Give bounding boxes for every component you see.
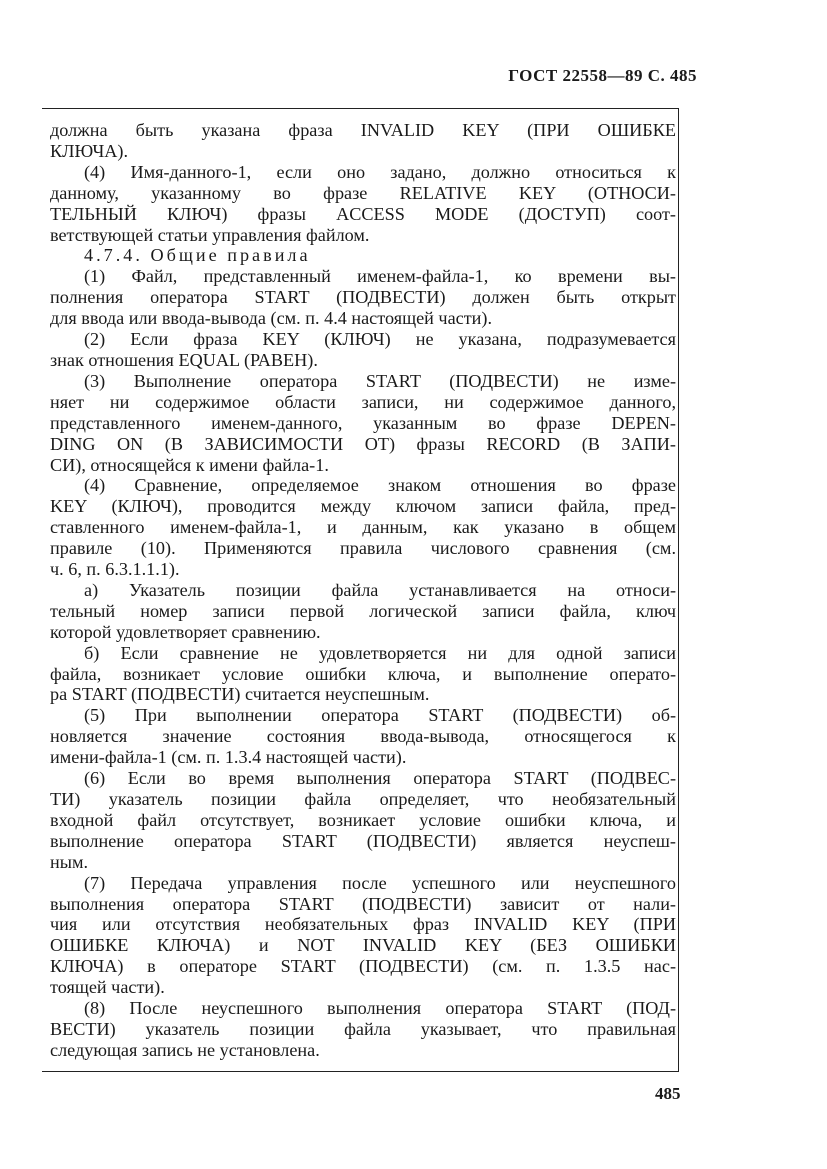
text-line: представленного именем-данного, указанным во фразе DEPEN- bbox=[50, 412, 676, 433]
text-line: КЛЮЧА). bbox=[50, 140, 129, 161]
text-line: новляется значение состояния ввода-вывода, относящегося к bbox=[50, 726, 676, 747]
text-line: няет ни содержимое области записи, ни содержимое данного, bbox=[50, 391, 676, 412]
text-line: ветствующей статьи управления файлом. bbox=[50, 224, 370, 245]
text-line: правиле (10). Применяются правила числового сравнения (см. bbox=[50, 538, 676, 559]
text-line: DING ON (В ЗАВИСИМОСТИ ОТ) фразы RECORD (В ЗАПИ- bbox=[50, 433, 676, 454]
text-line: (4) Имя-данного-1, если оно задано, должно относиться к bbox=[84, 161, 676, 182]
text-line: б) Если сравнение не удовлетворяется ни для одной записи bbox=[84, 642, 676, 663]
text-line: СИ), относящейся к имени файла-1. bbox=[50, 454, 329, 475]
text-line: (5) При выполнении оператора START (ПОДВЕСТИ) об- bbox=[84, 705, 676, 726]
text-line: для ввода или ввода-вывода (см. п. 4.4 настоящей части). bbox=[50, 308, 493, 329]
text-line: выполнение оператора START (ПОДВЕСТИ) является неуспеш- bbox=[50, 830, 676, 851]
text-line: файла, возникает условие ошибки ключа, и выполнение операто- bbox=[50, 663, 676, 684]
text-line: KEY (КЛЮЧ), проводится между ключом записи файла, пред- bbox=[50, 496, 676, 517]
text-line: (3) Выполнение оператора START (ПОДВЕСТИ) не изме- bbox=[84, 370, 676, 391]
text-line: (6) Если во время выполнения оператора START (ПОДВЕС- bbox=[84, 768, 676, 789]
text-line: (4) Сравнение, определяемое знаком отношения во фразе bbox=[84, 475, 676, 496]
text-line: которой удовлетворяет сравнению. bbox=[50, 621, 321, 642]
text-line: выполнения оператора START (ПОДВЕСТИ) зависит от нали- bbox=[50, 893, 676, 914]
text-line: входной файл отсутствует, возникает условие ошибки ключа, и bbox=[50, 809, 676, 830]
text-line: тоящей части). bbox=[50, 977, 165, 998]
text-line: данному, указанному во фразе RELATIVE KEY (ОТНОСИ- bbox=[50, 182, 676, 203]
text-line: (2) Если фраза KEY (КЛЮЧ) не указана, подразумевается bbox=[84, 329, 676, 350]
text-line: ВЕСТИ) указатель позиции файла указывает, что правильная bbox=[50, 1018, 676, 1039]
text-line: (8) После неуспешного выполнения оператора START (ПОД- bbox=[84, 998, 676, 1019]
text-line: ставленного именем-файла-1, и данным, как указано в общем bbox=[50, 517, 676, 538]
text-line: ТЕЛЬНЫЙ КЛЮЧ) фразы ACCESS MODE (ДОСТУП) соот- bbox=[50, 203, 676, 224]
document-header: ГОСТ 22558—89 С. 485 bbox=[508, 66, 697, 85]
text-line: а) Указатель позиции файла устанавливается на относи- bbox=[84, 579, 676, 600]
text-line: КЛЮЧА) в операторе START (ПОДВЕСТИ) (см. п. 1.3.5 нас- bbox=[50, 956, 676, 977]
text-line: ра START (ПОДВЕСТИ) считается неуспешным. bbox=[50, 684, 430, 705]
text-line: (7) Передача управления после успешного или неуспешного bbox=[84, 872, 676, 893]
text-line: следующая запись не установлена. bbox=[50, 1039, 320, 1060]
document-body bbox=[50, 120, 676, 1061]
text-line: ТИ) указатель позиции файла определяет, что необязательный bbox=[50, 789, 676, 809]
text-line: тельный номер записи первой логической записи файла, ключ bbox=[50, 600, 676, 621]
text-line: знак отношения EQUAL (РАВЕН). bbox=[50, 349, 318, 370]
text-line: (1) Файл, представленный именем-файла-1, ко времени вы- bbox=[84, 266, 676, 287]
text-line: ным. bbox=[50, 851, 89, 872]
text-line: чия или отсутствия необязательных фраз INVALID KEY (ПРИ bbox=[50, 914, 676, 935]
text-line: ч. 6, п. 6.3.1.1.1). bbox=[50, 559, 180, 580]
text-line: ОШИБКЕ КЛЮЧА) и NOT INVALID KEY (БЕЗ ОШИБКИ bbox=[50, 935, 676, 956]
page-number: 485 bbox=[655, 1084, 681, 1103]
text-line: должна быть указана фраза INVALID KEY (ПРИ ОШИБКЕ bbox=[50, 120, 676, 140]
text-line: полнения оператора START (ПОДВЕСТИ) должен быть открыт bbox=[50, 287, 676, 308]
text-line: имени-файла-1 (см. п. 1.3.4 настоящей части). bbox=[50, 747, 407, 768]
section-heading: 4.7.4. Общие правила bbox=[84, 245, 311, 266]
